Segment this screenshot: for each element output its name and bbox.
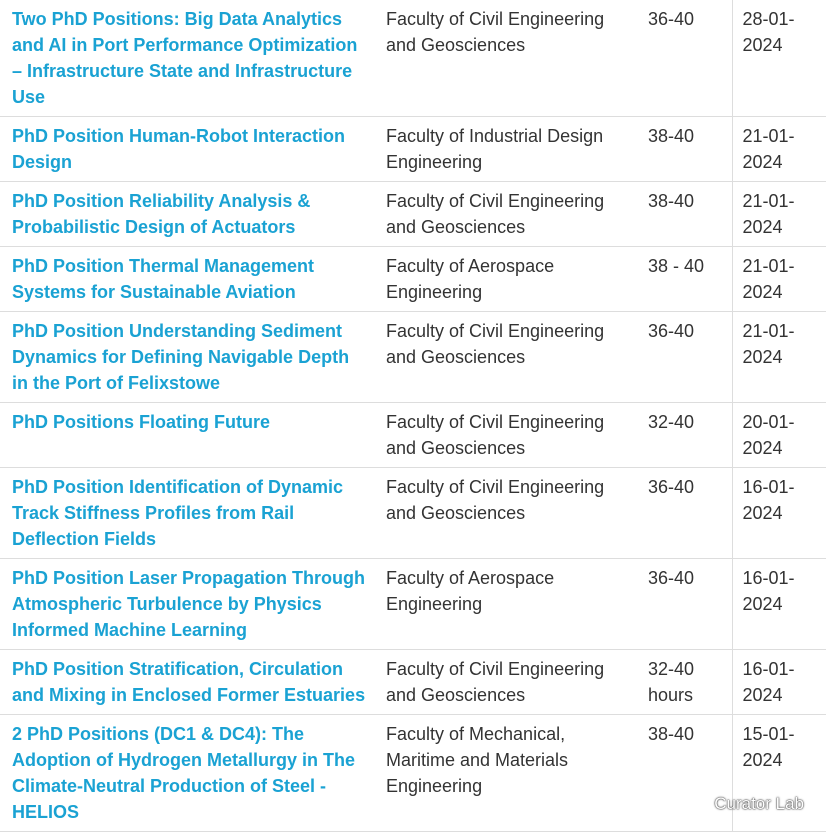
date-cell: 16-01-2024	[732, 650, 826, 715]
date-cell: 21-01-2024	[732, 182, 826, 247]
table-row	[0, 312, 826, 403]
faculty-cell: Faculty of Civil Engineering and Geosciences	[376, 650, 638, 715]
faculty-cell: Faculty of Civil Engineering and Geosciences	[376, 403, 638, 468]
watermark-text: Curator Lab	[714, 794, 804, 813]
job-title-link[interactable]: PhD Position Laser Propagation Through Atmospheric Turbulence by Physics Informed Machine Learning	[12, 568, 366, 640]
table-row	[0, 247, 826, 312]
job-title-link[interactable]: PhD Position Reliability Analysis & Probabilistic Design of Actuators	[12, 191, 311, 237]
table-row	[0, 117, 826, 182]
date-cell: 21-01-2024	[732, 247, 826, 312]
hours-cell: 36-40	[638, 559, 732, 650]
title-cell	[0, 468, 376, 559]
watermark	[682, 793, 804, 815]
date-cell: 21-01-2024	[732, 312, 826, 403]
job-title-link[interactable]: Two PhD Positions: Big Data Analytics and AI in Port Performance Optimization – Infrastructure State and Infrastructure Use	[12, 9, 358, 107]
job-title-link[interactable]: 2 PhD Positions (DC1 & DC4): The Adoption of Hydrogen Metallurgy in The Climate-Neutral Production of Steel - HELIOS	[12, 724, 355, 822]
job-title-link[interactable]: PhD Positions Floating Future	[12, 412, 270, 432]
table-row	[0, 182, 826, 247]
date-cell: 20-01-2024	[732, 403, 826, 468]
hours-cell: 38 - 40	[638, 247, 732, 312]
table-row	[0, 0, 826, 117]
date-cell: 15-01-2024	[732, 715, 826, 832]
table-row	[0, 559, 826, 650]
hours-cell: 38-40	[638, 182, 732, 247]
title-cell	[0, 312, 376, 403]
faculty-cell: Faculty of Aerospace Engineering	[376, 559, 638, 650]
hours-cell: 36-40	[638, 312, 732, 403]
title-cell	[0, 650, 376, 715]
title-cell	[0, 715, 376, 832]
faculty-cell: Faculty of Industrial Design Engineering	[376, 117, 638, 182]
table-row	[0, 403, 826, 468]
hours-cell: 32-40	[638, 403, 732, 468]
job-title-link[interactable]: PhD Position Thermal Management Systems for Sustainable Aviation	[12, 256, 315, 302]
faculty-cell: Faculty of Civil Engineering and Geosciences	[376, 468, 638, 559]
job-title-link[interactable]: PhD Position Human-Robot Interaction Design	[12, 126, 345, 172]
faculty-cell: Faculty of Mechanical, Maritime and Materials Engineering	[376, 715, 638, 832]
job-title-link[interactable]: PhD Position Identification of Dynamic Track Stiffness Profiles from Rail Deflection Fields	[12, 477, 344, 549]
date-cell: 16-01-2024	[732, 559, 826, 650]
hours-cell: 36-40	[638, 0, 732, 117]
table-row	[0, 468, 826, 559]
title-cell	[0, 247, 376, 312]
faculty-cell: Faculty of Civil Engineering and Geosciences	[376, 0, 638, 117]
job-title-link[interactable]: PhD Position Understanding Sediment Dynamics for Defining Navigable Depth in the Port of Felixstowe	[12, 321, 350, 393]
job-title-link[interactable]: PhD Position Stratification, Circulation and Mixing in Enclosed Former Estuaries	[12, 659, 366, 705]
title-cell	[0, 559, 376, 650]
faculty-cell: Faculty of Civil Engineering and Geosciences	[376, 312, 638, 403]
hours-cell: 36-40	[638, 468, 732, 559]
date-cell: 28-01-2024	[732, 0, 826, 117]
title-cell	[0, 182, 376, 247]
hours-cell: 32-40 hours	[638, 650, 732, 715]
table-row	[0, 650, 826, 715]
title-cell	[0, 117, 376, 182]
hours-cell: 38-40	[638, 715, 732, 832]
faculty-cell: Faculty of Aerospace Engineering	[376, 247, 638, 312]
wechat-icon	[682, 793, 708, 815]
title-cell	[0, 0, 376, 117]
hours-cell: 38-40	[638, 117, 732, 182]
faculty-cell: Faculty of Civil Engineering and Geosciences	[376, 182, 638, 247]
date-cell: 16-01-2024	[732, 468, 826, 559]
date-cell: 21-01-2024	[732, 117, 826, 182]
title-cell	[0, 403, 376, 468]
